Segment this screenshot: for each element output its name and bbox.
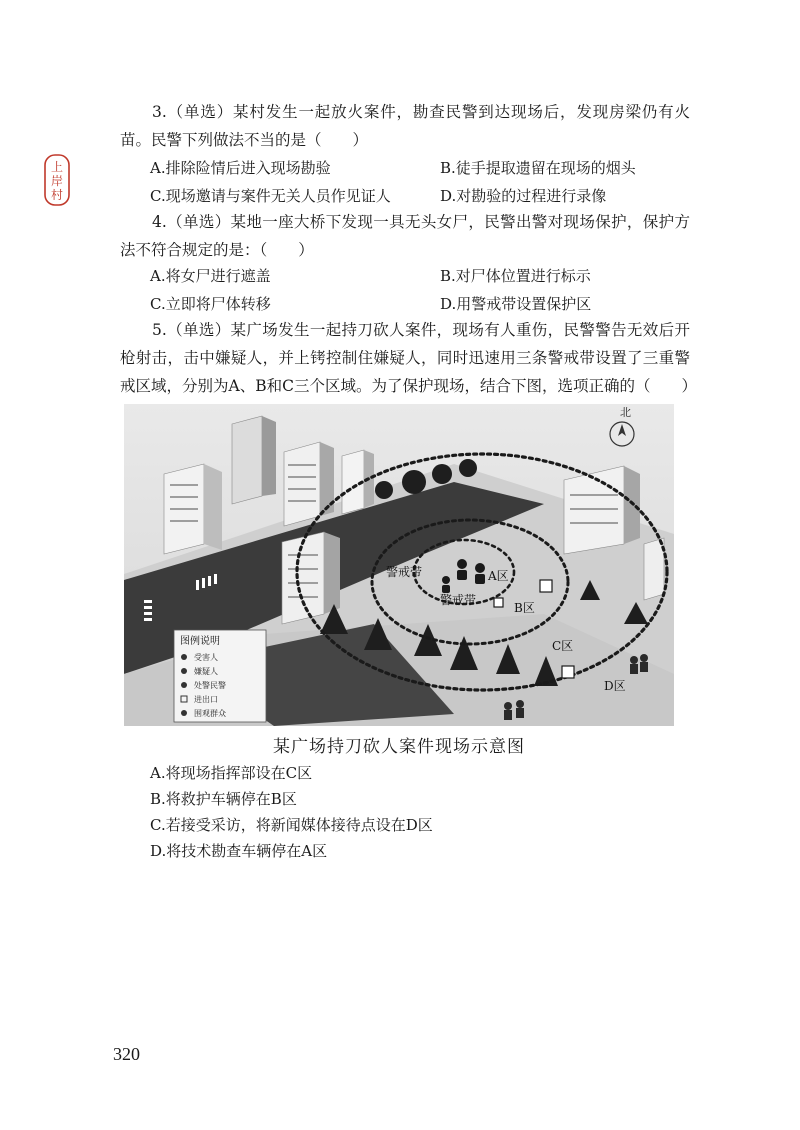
margin-seal-stamp: [44, 154, 70, 206]
q4-option-d: D.用警戒带设置保护区: [440, 295, 592, 313]
question-3-title: 3.（单选）某村发生一起放火案件，勘查民警到达现场后，发现房梁仍有火苗。民警下列做法不当的是（ ）: [120, 103, 690, 149]
crime-scene-diagram: [124, 404, 674, 726]
q5-option-c: C.若接受采访，将新闻媒体接待点设在D区: [150, 816, 433, 834]
q3-option-a: A.排除险情后进入现场勘验: [150, 159, 331, 177]
tape-label-inner: 警戒带: [440, 593, 477, 607]
q4-option-c: C.立即将尸体转移: [150, 295, 271, 313]
q3-option-b: B.徒手提取遗留在现场的烟头: [440, 159, 636, 177]
question-5-title: 5.（单选）某广场发生一起持刀砍人案件，现场有人重伤，民警警告无效后开枪射击，击中嫌疑人，并上铐控制住嫌疑人，同时迅速用三条警戒带设置了三重警戒区域，分别为A、B和C三个区域。为了保护现场，结合下图，选项正确的（ ）: [120, 321, 697, 395]
question-4-options: [150, 262, 690, 318]
legend-item-victim: 受害人: [194, 653, 218, 662]
question-3: [120, 98, 690, 154]
zone-b-label: B区: [514, 601, 535, 615]
q5-option-d: D.将技术勘查车辆停在A区: [150, 842, 328, 860]
question-5: [120, 316, 697, 400]
q3-option-d: D.对勘验的过程进行录像: [440, 187, 607, 205]
question-3-options: [150, 154, 690, 210]
legend-item-suspect: 嫌疑人: [194, 667, 218, 676]
diagram-legend: [174, 630, 266, 722]
zone-c-label: C区: [552, 639, 574, 653]
svg-text:上: 上: [50, 160, 64, 174]
question-4: [120, 208, 690, 264]
zone-d-label: D区: [604, 679, 626, 693]
legend-item-entrance: 进出口: [194, 695, 218, 704]
zone-a-label: A区: [488, 569, 509, 583]
legend-item-police: 处警民警: [194, 681, 226, 690]
svg-text:岸: 岸: [50, 174, 64, 188]
question-4-title: 4.（单选）某地一座大桥下发现一具无头女尸，民警出警对现场保护，保护方法不符合规定的是：（ ）: [120, 213, 690, 259]
q5-option-b: B.将救护车辆停在B区: [150, 790, 297, 808]
legend-item-crowd: 围观群众: [194, 709, 226, 718]
q5-option-a: A.将现场指挥部设在C区: [150, 764, 313, 782]
page-number: 320: [113, 1044, 140, 1064]
q3-option-c: C.现场邀请与案件无关人员作见证人: [150, 187, 391, 205]
figure-caption: 某广场持刀砍人案件现场示意图: [273, 737, 525, 757]
question-5-options: [150, 760, 433, 864]
q4-option-b: B.对尸体位置进行标示: [440, 267, 591, 285]
north-label: 北: [620, 406, 631, 419]
tape-label-outer: 警戒带: [386, 565, 423, 579]
svg-text:村: 村: [50, 188, 64, 202]
q4-option-a: A.将女尸进行遮盖: [150, 267, 271, 285]
legend-title: 图例说明: [180, 636, 220, 647]
